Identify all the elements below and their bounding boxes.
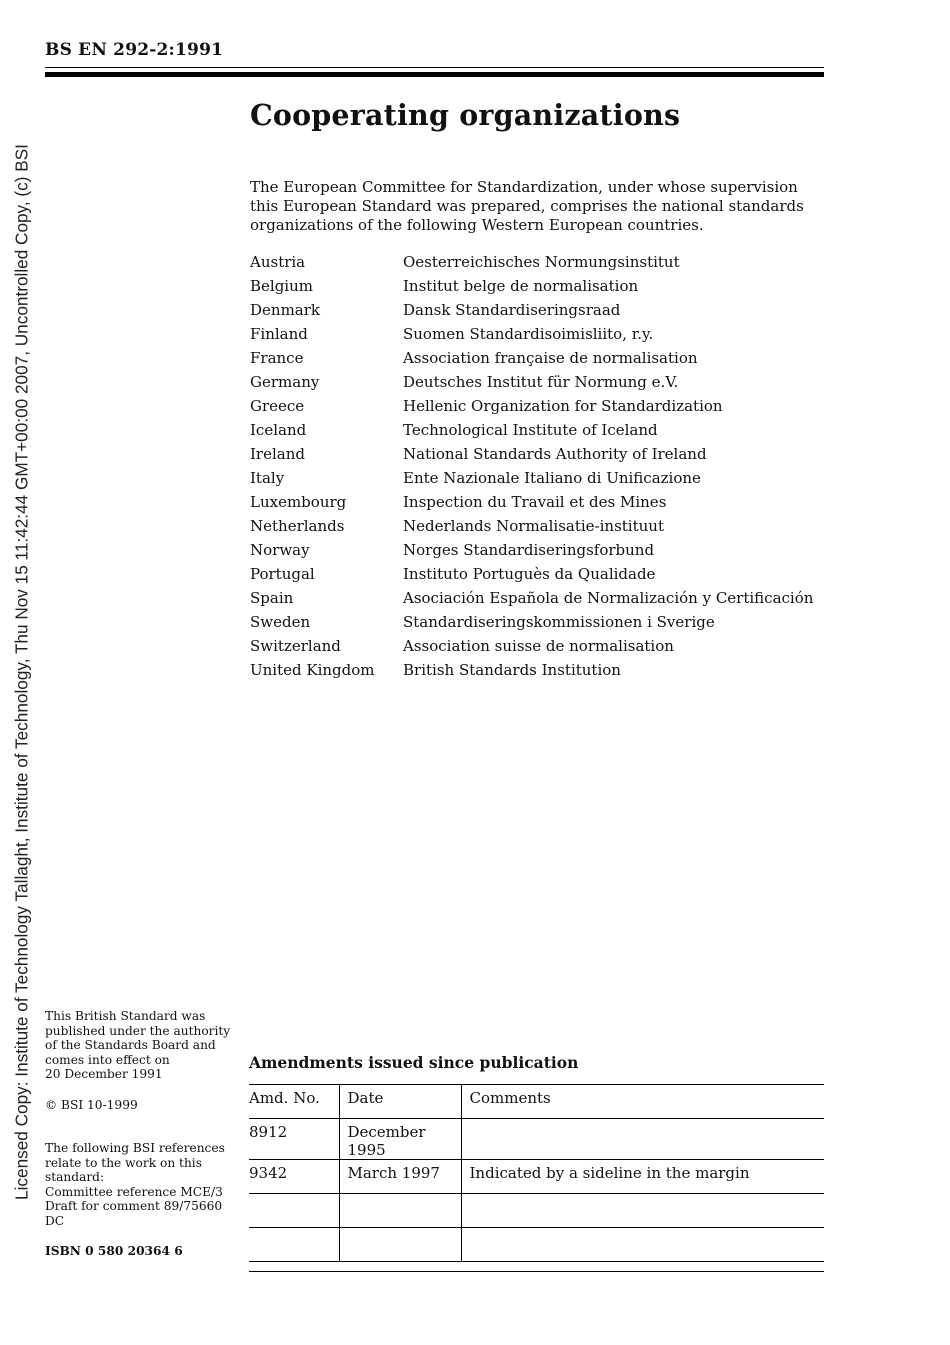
org-name: Dansk Standardiseringsraad bbox=[403, 301, 621, 319]
org-country: United Kingdom bbox=[250, 661, 375, 679]
header-date: Date bbox=[339, 1085, 461, 1119]
references-line: The following BSI references bbox=[45, 1141, 225, 1155]
org-country: Netherlands bbox=[250, 517, 345, 535]
org-name: Ente Nazionale Italiano di Unificazione bbox=[403, 469, 701, 487]
table-row bbox=[249, 1228, 824, 1262]
org-name: National Standards Authority of Ireland bbox=[403, 445, 707, 463]
org-name: Instituto Portuguès da Qualidade bbox=[403, 565, 656, 583]
publication-line: published under the authority bbox=[45, 1023, 231, 1038]
cell-comments bbox=[461, 1194, 824, 1228]
table-row bbox=[249, 1119, 824, 1160]
table-row bbox=[249, 1194, 824, 1228]
org-country: Switzerland bbox=[250, 637, 341, 655]
table-header-row bbox=[249, 1085, 824, 1119]
page-title: Cooperating organizations bbox=[250, 98, 681, 132]
references-line: relate to the work on this bbox=[45, 1155, 202, 1170]
org-name: Standardiseringskommissionen i Sverige bbox=[403, 613, 715, 631]
org-name: Technological Institute of Iceland bbox=[403, 421, 658, 439]
org-country: Norway bbox=[250, 541, 310, 559]
cell-comments: Indicated by a sideline in the margin bbox=[461, 1160, 824, 1194]
cell-amd-no bbox=[249, 1194, 339, 1228]
publication-line: This British Standard was bbox=[45, 1009, 206, 1023]
references-line: Committee reference MCE/3 bbox=[45, 1184, 223, 1199]
org-country: Belgium bbox=[250, 277, 313, 295]
org-name: Norges Standardiseringsforbund bbox=[403, 541, 655, 559]
cell-amd-no bbox=[249, 1228, 339, 1262]
org-name: British Standards Institution bbox=[403, 661, 621, 679]
intro-paragraph: The European Committee for Standardization, under whose supervision this European Standard was prepared, comprises the national standards organizations of the following Western European countries. bbox=[250, 178, 804, 234]
org-country: Sweden bbox=[250, 613, 311, 631]
document-id: BS EN 292-2:1991 bbox=[45, 40, 224, 60]
license-watermark: Licensed Copy: Institute of Technology Tallaght, Institute of Technology, Thu Nov 15 11:42:44 GMT+00:00 2007, Uncontrolled Copy, (c) BSI bbox=[11, 144, 32, 1200]
org-country: Austria bbox=[250, 253, 306, 271]
amendments-table bbox=[249, 1084, 824, 1262]
org-name: Institut belge de normalisation bbox=[403, 277, 639, 295]
org-country: Ireland bbox=[250, 445, 305, 463]
publication-note bbox=[45, 1009, 245, 1082]
org-country: Italy bbox=[250, 469, 285, 487]
org-name: Nederlands Normalisatie-instituut bbox=[403, 517, 664, 535]
table-row bbox=[249, 1160, 824, 1194]
cell-date: December 1995 bbox=[339, 1119, 461, 1160]
header-rule-thick bbox=[45, 72, 824, 77]
org-country: Greece bbox=[250, 397, 305, 415]
header-amd-no: Amd. No. bbox=[249, 1085, 339, 1119]
header-comments: Comments bbox=[461, 1085, 824, 1119]
publication-line: of the Standards Board and bbox=[45, 1038, 216, 1053]
publication-line: comes into effect on bbox=[45, 1052, 170, 1067]
cell-comments bbox=[461, 1119, 824, 1160]
org-country: Denmark bbox=[250, 301, 320, 319]
org-country: France bbox=[250, 349, 304, 367]
org-name: Suomen Standardisoimisliito, r.y. bbox=[403, 325, 654, 343]
bottom-rule bbox=[249, 1271, 824, 1272]
org-country: Portugal bbox=[250, 565, 315, 583]
org-country: Spain bbox=[250, 589, 294, 607]
org-name: Oesterreichisches Normungsinstitut bbox=[403, 253, 680, 271]
publication-line: 20 December 1991 bbox=[45, 1067, 163, 1082]
amendments-title: Amendments issued since publication bbox=[249, 1053, 579, 1072]
cell-date bbox=[339, 1194, 461, 1228]
org-country: Finland bbox=[250, 325, 308, 343]
org-name: Deutsches Institut für Normung e.V. bbox=[403, 373, 679, 391]
copyright-note: © BSI 10-1999 bbox=[45, 1098, 138, 1112]
header-rule-thin bbox=[45, 67, 824, 68]
cell-date: March 1997 bbox=[339, 1160, 461, 1194]
org-country: Iceland bbox=[250, 421, 307, 439]
org-name: Association française de normalisation bbox=[403, 349, 698, 367]
org-name: Inspection du Travail et des Mines bbox=[403, 493, 667, 511]
cell-date bbox=[339, 1228, 461, 1262]
org-name: Association suisse de normalisation bbox=[403, 637, 674, 655]
cell-amd-no: 8912 bbox=[249, 1119, 339, 1160]
cell-comments bbox=[461, 1228, 824, 1262]
isbn: ISBN 0 580 20364 6 bbox=[45, 1244, 183, 1258]
references-line: Draft for comment 89/75660 DC bbox=[45, 1199, 223, 1228]
org-name: Asociación Española de Normalización y Certificación bbox=[403, 589, 814, 607]
cell-amd-no: 9342 bbox=[249, 1160, 339, 1194]
references-line: standard: bbox=[45, 1170, 105, 1185]
references-note bbox=[45, 1141, 245, 1229]
org-country: Germany bbox=[250, 373, 320, 391]
org-name: Hellenic Organization for Standardization bbox=[403, 397, 723, 415]
org-country: Luxembourg bbox=[250, 493, 347, 511]
